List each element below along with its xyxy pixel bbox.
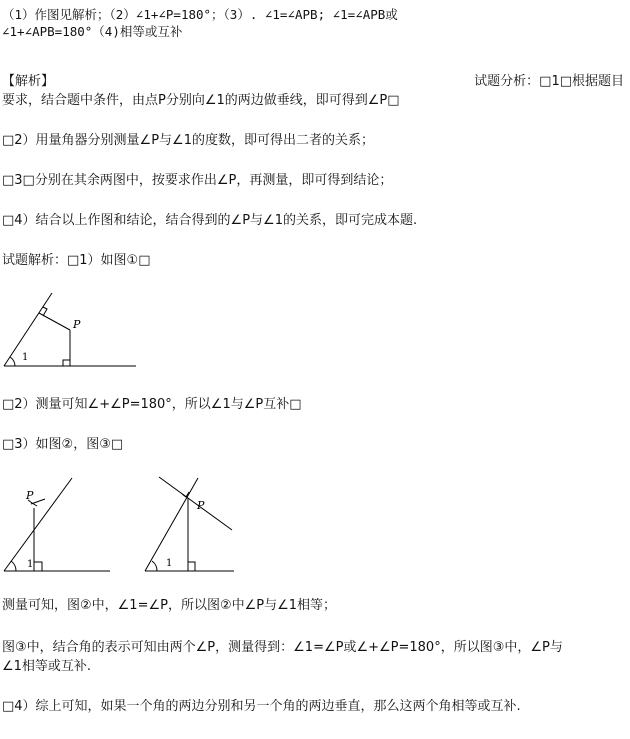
solution-step-3b-line-2: ∠1相等或互补. bbox=[2, 659, 92, 674]
answer-line-1: （1）作图见解析；（2）∠1+∠P=180°；（3）. ∠1=∠APB; ∠1=∠APB或 bbox=[2, 7, 398, 22]
analysis-line-3: □3□分别在其余两图中，按要求作出∠P，再测量，即可得到结论； bbox=[2, 173, 393, 188]
solution-head: 试题解析：□1）如图①□ bbox=[2, 253, 151, 268]
angle-label: 1 bbox=[27, 559, 34, 570]
analysis-line-2: □2）用量角器分别测量∠P与∠1的度数，即可得出二者的关系； bbox=[2, 133, 374, 148]
answer-line-2: ∠1+∠APB=180°（4)相等或互补 bbox=[2, 24, 183, 39]
analysis-header: 【解析】 bbox=[2, 74, 55, 89]
angle-label: 1 bbox=[166, 558, 173, 569]
point-label: P bbox=[73, 318, 81, 331]
solution-step-3: □3）如图②，图③□ bbox=[2, 437, 124, 452]
figure-3 bbox=[140, 475, 250, 575]
analysis-line-1: 要求，结合题中条件，由点P分别向∠1的两边做垂线，即可得到∠P□ bbox=[2, 93, 400, 108]
point-label: P bbox=[197, 499, 205, 512]
analysis-line-4: □4）结合以上作图和结论，结合得到的∠P与∠1的关系，即可完成本题. bbox=[2, 213, 418, 228]
solution-step-2: □2）测量可知∠+∠P=180°，所以∠1与∠P互补□ bbox=[2, 397, 302, 412]
solution-step-3b-line-1: 图③中，结合角的表示可知由两个∠P，测量得到：∠1=∠P或∠+∠P=180°，所以图③中，∠P与 bbox=[2, 640, 563, 655]
point-label: P bbox=[26, 489, 34, 502]
angle-label: 1 bbox=[22, 352, 29, 363]
figure-1 bbox=[0, 290, 140, 370]
analysis-right-head: 试题分析：□1□根据题目 bbox=[474, 74, 624, 89]
figure-2 bbox=[0, 475, 120, 575]
solution-step-3a: 测量可知，图②中，∠1=∠P，所以图②中∠P与∠1相等； bbox=[2, 598, 337, 613]
solution-step-4: □4）综上可知，如果一个角的两边分别和另一个角的两边垂直，那么这两个角相等或互补. bbox=[2, 699, 521, 714]
